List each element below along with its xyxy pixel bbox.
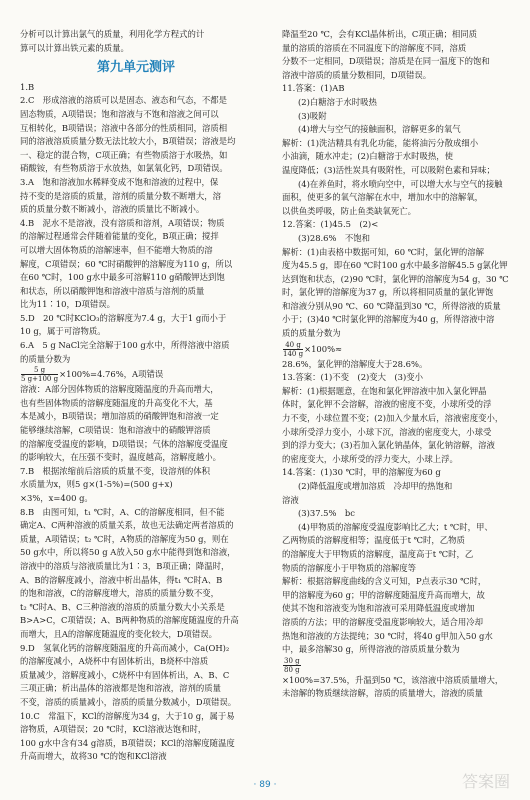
- text-line: 50 g水中，所以将50 g A放入50 g水中能得到饱和溶液，: [20, 547, 236, 558]
- fraction: [283, 657, 301, 674]
- text-line: 14.答案：(1)30 ℃时，甲的溶解度为60 g: [282, 467, 441, 478]
- text-line: (2)降低温度或增加溶质 冷却甲的热饱和: [298, 481, 453, 491]
- text-line: 9.D 氢氧化钙的溶解度随温度的升高而减小，Ca(OH)₂: [20, 642, 230, 653]
- text-line: 面积，使更多的氧气溶解在水中，增加水中的溶解氧，: [282, 192, 483, 203]
- text-line: 甲的溶解度为60 g；甲的溶解度随温度升高而增大，故: [282, 589, 485, 600]
- text-line: 的饱和溶液，C的溶解度增大，溶质的质量分数不变，: [20, 588, 220, 599]
- text-line: (2)白糖溶于水时吸热: [298, 96, 377, 107]
- text-line: 溶质的方法；甲的溶解度受温度影响较大，适合用冷却: [282, 616, 483, 627]
- text-line: 的溶解过程通常会伴随着能量的变化，B项正确；搅拌: [20, 231, 219, 242]
- text-line: 升高而增大，故将30 ℃的饱和KCl溶液: [20, 751, 167, 762]
- text-line: 在60 ℃时，100 g水中最多可溶解110 g硝酸钾达到饱: [20, 272, 225, 283]
- text-line: 降温至20 ℃，会有KCl晶体析出，C项正确；相同质: [282, 29, 477, 39]
- fraction-line: [282, 341, 514, 358]
- fraction-line: [20, 366, 252, 383]
- text-line: ×3%，x=400 g。: [20, 493, 93, 503]
- fraction-numerator: 30 g: [284, 656, 300, 665]
- text-line: 能够继续溶解，C项错误：饱和溶液中的硝酸钾溶质: [20, 425, 211, 436]
- text-line: 热饱和溶液的方法提纯；30 ℃时，将40 g甲加入50 g水: [282, 630, 493, 641]
- text-line: 固态物质，A项错误；饱和溶液与不饱和溶液之间可以: [20, 108, 219, 119]
- watermark-text: 答案圈: [462, 772, 511, 791]
- fraction: [21, 366, 58, 383]
- text-line: 溶液: [282, 494, 299, 505]
- text-line: (4)增大与空气的接触面积，溶解更多的氧气: [298, 124, 461, 135]
- text-line: 的质量分数为: [20, 353, 71, 364]
- text-line: 时，氯化钾的溶解度为37 g，所以将相同质量的氯化钾饱: [282, 287, 494, 298]
- text-line: 度为45.5 g，即在60 ℃时100 g水中最多溶解45.5 g氯化钾: [282, 260, 508, 271]
- text-line: 量的溶质的溶质在不同温度下的溶解度不同，溶质: [282, 42, 467, 53]
- text-line: 小于；(3)40 ℃时氯化钾的溶解度为40 g，所得溶液中溶: [282, 314, 495, 325]
- text-line: 中，最多溶解30 g，所得溶液的溶质质量分数为: [282, 644, 460, 655]
- text-line: 也有些固体物质的溶解度随温度的升高变化不大，基: [20, 397, 213, 408]
- text-line: 11.答案：(1)AB: [282, 83, 345, 94]
- text-line: 6.A 5 g NaCl完全溶解于100 g水中，所得溶液中溶质: [20, 340, 230, 351]
- text-line: (3)28.6% 不饱和: [298, 232, 370, 243]
- text-line: 分数不一定相同，D项错误；溶质是在同一温度下的饱和: [282, 56, 490, 67]
- text-line: t₂ ℃时A、B、C三种溶液的溶质的质量分数大小关系是: [20, 601, 225, 612]
- text-line: 不变，溶质的质量减小，溶质的质量分数减小，D项错误。: [20, 696, 237, 707]
- text-line: 而增大，且A的溶解度随温度的变化较大，D项错误。: [20, 628, 218, 639]
- right-body: [282, 28, 514, 701]
- text-line: 质量减少，溶解度减小，C烧杯中有固体析出，A、B、C: [20, 669, 230, 680]
- text-line: 28.6%，氯化钾的溶解度大于28.6%。: [282, 358, 428, 369]
- text-line: 解析：(1)根据题意，在饱和氯化钾溶液中加入氯化钾晶: [282, 385, 487, 396]
- fraction-numerator: 5 g: [21, 366, 58, 375]
- text-line: 的溶解度减小，A烧杯中有固体析出，B烧杯中溶质: [20, 656, 209, 667]
- text-line: (4)在养鱼时，将水喷向空中，可以增大水与空气的接触: [298, 178, 503, 189]
- text-line: 水质量为x，则5 g×(1-5%)=(500 g+x): [20, 479, 173, 490]
- text-line: 温度降低；(3)活性炭具有吸附性，可以吸附色素和异味；: [282, 164, 495, 175]
- text-line: 溶物质，A项错误；20 ℃时，KCl溶液达饱和时，: [20, 724, 207, 735]
- text-line: 解析：(1)洗洁精具有乳化功能，能将油污分散成细小: [282, 137, 479, 148]
- text-line: 和状态，所以硝酸钾饱和溶液中溶质与溶剂的质量: [20, 285, 205, 296]
- text-line: 小油滴，随水冲走；(2)白糖溶于水时吸热，使: [282, 151, 453, 162]
- text-line: 使其不饱和溶液变为饱和溶液可采用降低温度或增加: [282, 603, 475, 614]
- text-line: 的密度变大，小球所受的浮力变大，小球上浮。: [282, 453, 458, 464]
- text-line: 溶液中溶质的质量分数相同，D项错误。: [282, 69, 432, 80]
- text-line: 的影响较大，在压强不变时，温度越高，溶解度越小。: [20, 452, 221, 463]
- text-line: 13.答案：(1)不变 (2)变大 (3)变小: [282, 372, 424, 383]
- text-line: 和溶液分别从90 ℃、60 ℃降温到30 ℃，所得溶液的质量: [282, 300, 501, 311]
- text-line: 解析：根据溶解度曲线的含义可知，P点表示30 ℃时，: [282, 576, 487, 587]
- text-line: ×100%=37.5%，升温到50 ℃，该溶液中溶质质量增大，: [282, 674, 504, 685]
- fraction-denominator: 140 g: [283, 349, 304, 358]
- text-line: 7.B 根据浓缩前后溶质的质量不变，设溶剂的体积: [20, 465, 211, 476]
- text-line: 力不变，小球位置不变；(2)加入少量水后，溶液密度变小，: [282, 413, 504, 424]
- text-line: 持不变的是溶质的质量，溶剂的质量分数不断增大，溶: [20, 190, 221, 201]
- text-line: 达到饱和状态，(2)90 ℃时，氯化钾的溶解度为54 g，30 ℃: [282, 273, 509, 284]
- text-line: 一、稳定的混合物，C项正确；有些物质溶于水吸热，如: [20, 149, 228, 160]
- text-line: 体时，氯化钾不会溶解，溶液的密度不变，小球所受的浮: [282, 399, 492, 410]
- text-line: (3)37.5% bc: [298, 508, 355, 519]
- text-line: 2.C 形成溶液的溶质可以是固态、液态和气态，不都是: [20, 95, 228, 106]
- text-line: 8.B 由图可知，t₁ ℃时，A、C的溶解度相同，但不能: [20, 506, 225, 517]
- fraction-numerator: 40 g: [283, 341, 303, 350]
- section-title: 第九单元测评: [96, 60, 175, 76]
- fraction-tail: ×100%=4.76%，A项错误: [59, 369, 164, 380]
- text-line: 互相转化，B项错误；溶液中各部分的性质相同，溶质相: [20, 122, 228, 133]
- fraction-denominator: 80 g: [284, 665, 300, 674]
- text-line: B>A>C，C项错误；A、B两种物质的溶解度随温度的升高: [20, 615, 239, 626]
- text-line: 4.B 泥水不是溶液，没有溶质和溶剂，A项错误；物质: [20, 217, 225, 228]
- text-line: 解析：(1)由表格中数据可知，60 ℃时，氯化钾的溶解: [282, 246, 485, 257]
- text-line: 溶液：A部分因体物质的溶解度随温度的升高而增大，: [20, 384, 219, 395]
- text-line: 确定A、C两种溶液的质量关系，故也无法确定两者溶质的: [20, 520, 234, 531]
- text-line: 质量，A项错误；t₂ ℃时，A物质的溶解度为50 g，则在: [20, 533, 229, 544]
- text-line: 可以增大固体物质的溶解速率，但不能增大物质的溶: [20, 244, 213, 255]
- fraction-denominator: 5 g+100 g: [21, 375, 59, 384]
- text-line: 溶液中的溶质与溶液质量比为1∶3，B项正确；降温时，: [20, 560, 230, 571]
- text-line: (4)甲物质的溶解度受温度影响比乙大；t ℃时，甲、: [298, 521, 493, 532]
- text-line: 未溶解的物质继续溶解，溶质的质量增大，溶液的质量: [282, 688, 483, 699]
- text-line: 的溶解度大于甲物质的溶解度，温度高于t ℃时，乙: [282, 548, 474, 559]
- text-line: (3)吸附: [298, 110, 327, 121]
- fraction-line: [282, 657, 514, 674]
- text-line: 10 g，属于可溶物质。: [20, 326, 106, 337]
- right-column: [282, 28, 514, 701]
- intro-line-1: 分析可以计算出氯气的质量，利用化学方程式的计: [20, 29, 205, 39]
- text-line: 以供鱼类呼吸，防止鱼类缺氧死亡。: [282, 205, 416, 216]
- text-line: A、B的溶解度减小，溶液中析出晶体，得t₁ ℃时A、B: [20, 574, 223, 585]
- watermark-logo: [460, 768, 522, 794]
- text-line: 质的质量分数为: [282, 328, 341, 339]
- intro-line-2: 算可以计算出铁元素的质量。: [20, 42, 129, 53]
- text-line: 到的浮力变大；(3)若加入氯化钠晶体，氯化钠溶解，溶液: [282, 440, 495, 451]
- fraction: [283, 341, 303, 358]
- text-line: 1.B: [20, 81, 35, 92]
- text-line: 质的质量分数不断减小，溶液的质量比不断减小。: [20, 204, 205, 215]
- left-body: [20, 81, 252, 764]
- text-line: 的溶解度受温度的影响，D项错误；气体的溶解度受温度: [20, 438, 228, 449]
- text-line: 比为11∶10，D项错误。: [20, 299, 116, 310]
- page-number: · 89 ·: [253, 780, 277, 790]
- text-line: 3.A 饱和溶液加水稀释变成不饱和溶液的过程中，保: [20, 176, 219, 187]
- text-line: 同的溶液溶质质量分数无法比较大小，B项错误；溶液是均: [20, 136, 236, 147]
- text-line: 解度，C项错误；60 ℃时硝酸钾的溶解度为110 g，所以: [20, 258, 233, 269]
- text-line: 三项正确；析出晶体的溶液都是饱和溶液，溶剂的质量: [20, 683, 221, 694]
- left-column: [20, 28, 252, 764]
- text-line: 12.答案：(1)45.5 (2)<: [282, 219, 379, 230]
- text-line: 10.C 常温下，KCl的溶解度为34 g，大于10 g，属于易: [20, 710, 235, 721]
- text-line: 5.D 20 ℃时KClO₃的溶解度为7.4 g，大于1 g而小于: [20, 312, 227, 323]
- fraction-tail: ×100%≈: [304, 343, 343, 354]
- text-line: 硝酸铵，有些物质溶于水放热，如氯氧化钙，D项错误。: [20, 163, 228, 174]
- text-line: 乙两物质的溶解度相等；温度低于t ℃时，乙物质: [282, 535, 465, 546]
- text-line: 100 g水中含有34 g溶质，B项错误；KCl的溶解度随温度: [20, 737, 235, 748]
- text-line: 物质的溶解度小于甲物质的溶解度等: [282, 562, 416, 573]
- text-line: 小球所受浮力变小，小球下沉，溶液的密度变大，小球受: [282, 426, 492, 437]
- text-line: 本是减小，B项错误；增加溶质的硝酸钾饱和溶液一定: [20, 411, 219, 422]
